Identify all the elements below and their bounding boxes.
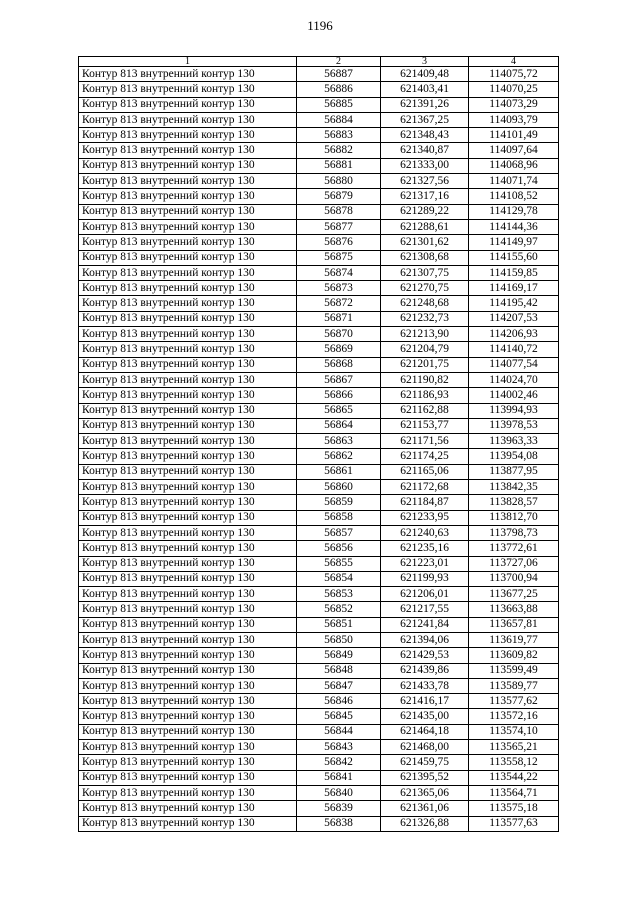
cell-coordinate-y: 114075,72 bbox=[469, 67, 559, 82]
cell-contour-name: Контур 813 внутренний контур 130 bbox=[79, 541, 297, 556]
cell-point-number: 56879 bbox=[297, 189, 381, 204]
cell-contour-name: Контур 813 внутренний контур 130 bbox=[79, 709, 297, 724]
cell-coordinate-y: 114140,72 bbox=[469, 342, 559, 357]
table-row bbox=[79, 434, 559, 449]
cell-point-number: 56842 bbox=[297, 755, 381, 770]
table-row bbox=[79, 678, 559, 693]
cell-coordinate-y: 113994,93 bbox=[469, 403, 559, 418]
cell-contour-name: Контур 813 внутренний контур 130 bbox=[79, 296, 297, 311]
cell-coordinate-x: 621240,63 bbox=[381, 525, 469, 540]
cell-coordinate-y: 113572,16 bbox=[469, 709, 559, 724]
cell-point-number: 56866 bbox=[297, 388, 381, 403]
cell-coordinate-x: 621201,75 bbox=[381, 357, 469, 372]
cell-point-number: 56869 bbox=[297, 342, 381, 357]
cell-point-number: 56846 bbox=[297, 694, 381, 709]
cell-coordinate-y: 113963,33 bbox=[469, 434, 559, 449]
cell-contour-name: Контур 813 внутренний контур 130 bbox=[79, 587, 297, 602]
cell-point-number: 56885 bbox=[297, 97, 381, 112]
cell-contour-name: Контур 813 внутренний контур 130 bbox=[79, 434, 297, 449]
table-row bbox=[79, 755, 559, 770]
table-row bbox=[79, 281, 559, 296]
cell-coordinate-y: 114144,36 bbox=[469, 219, 559, 234]
cell-coordinate-y: 113954,08 bbox=[469, 449, 559, 464]
cell-coordinate-x: 621190,82 bbox=[381, 372, 469, 387]
cell-point-number: 56854 bbox=[297, 571, 381, 586]
cell-contour-name: Контур 813 внутренний контур 130 bbox=[79, 97, 297, 112]
cell-point-number: 56855 bbox=[297, 556, 381, 571]
cell-coordinate-y: 113727,06 bbox=[469, 556, 559, 571]
cell-point-number: 56857 bbox=[297, 525, 381, 540]
cell-coordinate-x: 621288,61 bbox=[381, 219, 469, 234]
cell-point-number: 56887 bbox=[297, 67, 381, 82]
cell-coordinate-x: 621171,56 bbox=[381, 434, 469, 449]
cell-point-number: 56865 bbox=[297, 403, 381, 418]
cell-point-number: 56851 bbox=[297, 617, 381, 632]
cell-coordinate-x: 621223,01 bbox=[381, 556, 469, 571]
cell-point-number: 56856 bbox=[297, 541, 381, 556]
cell-point-number: 56862 bbox=[297, 449, 381, 464]
table-row bbox=[79, 602, 559, 617]
table-row bbox=[79, 571, 559, 586]
cell-point-number: 56880 bbox=[297, 174, 381, 189]
table-row bbox=[79, 265, 559, 280]
column-header-1: 1 bbox=[79, 57, 297, 67]
cell-coordinate-x: 621468,00 bbox=[381, 740, 469, 755]
cell-coordinate-x: 621367,25 bbox=[381, 112, 469, 127]
cell-coordinate-y: 113828,57 bbox=[469, 495, 559, 510]
cell-coordinate-y: 114169,17 bbox=[469, 281, 559, 296]
table-row bbox=[79, 510, 559, 525]
cell-coordinate-x: 621391,26 bbox=[381, 97, 469, 112]
cell-contour-name: Контур 813 внутренний контур 130 bbox=[79, 556, 297, 571]
cell-contour-name: Контур 813 внутренний контур 130 bbox=[79, 755, 297, 770]
table-row bbox=[79, 418, 559, 433]
table-row bbox=[79, 128, 559, 143]
cell-contour-name: Контур 813 внутренний контур 130 bbox=[79, 67, 297, 82]
cell-coordinate-x: 621233,95 bbox=[381, 510, 469, 525]
cell-point-number: 56847 bbox=[297, 678, 381, 693]
table-row bbox=[79, 525, 559, 540]
cell-coordinate-x: 621289,22 bbox=[381, 204, 469, 219]
table-row bbox=[79, 801, 559, 816]
table-row bbox=[79, 67, 559, 82]
cell-contour-name: Контур 813 внутренний контур 130 bbox=[79, 480, 297, 495]
cell-point-number: 56860 bbox=[297, 480, 381, 495]
cell-coordinate-y: 114207,53 bbox=[469, 311, 559, 326]
cell-contour-name: Контур 813 внутренний контур 130 bbox=[79, 143, 297, 158]
cell-coordinate-y: 113978,53 bbox=[469, 418, 559, 433]
cell-contour-name: Контур 813 внутренний контур 130 bbox=[79, 388, 297, 403]
cell-point-number: 56873 bbox=[297, 281, 381, 296]
cell-contour-name: Контур 813 внутренний контур 130 bbox=[79, 112, 297, 127]
cell-coordinate-x: 621403,41 bbox=[381, 82, 469, 97]
cell-contour-name: Контур 813 внутренний контур 130 bbox=[79, 128, 297, 143]
cell-point-number: 56838 bbox=[297, 816, 381, 831]
cell-coordinate-x: 621153,77 bbox=[381, 418, 469, 433]
cell-contour-name: Контур 813 внутренний контур 130 bbox=[79, 617, 297, 632]
cell-coordinate-y: 113577,63 bbox=[469, 816, 559, 831]
cell-coordinate-y: 113575,18 bbox=[469, 801, 559, 816]
cell-coordinate-y: 114024,70 bbox=[469, 372, 559, 387]
table-row bbox=[79, 112, 559, 127]
cell-contour-name: Контур 813 внутренний контур 130 bbox=[79, 495, 297, 510]
cell-point-number: 56877 bbox=[297, 219, 381, 234]
cell-point-number: 56884 bbox=[297, 112, 381, 127]
cell-contour-name: Контур 813 внутренний контур 130 bbox=[79, 403, 297, 418]
cell-coordinate-x: 621348,43 bbox=[381, 128, 469, 143]
cell-point-number: 56852 bbox=[297, 602, 381, 617]
cell-point-number: 56886 bbox=[297, 82, 381, 97]
cell-contour-name: Контур 813 внутренний контур 130 bbox=[79, 648, 297, 663]
page-number: 1196 bbox=[307, 18, 333, 33]
cell-coordinate-x: 621270,75 bbox=[381, 281, 469, 296]
cell-coordinate-x: 621301,62 bbox=[381, 235, 469, 250]
cell-coordinate-y: 113798,73 bbox=[469, 525, 559, 540]
cell-coordinate-y: 114002,46 bbox=[469, 388, 559, 403]
table-row bbox=[79, 694, 559, 709]
cell-coordinate-x: 621162,88 bbox=[381, 403, 469, 418]
table-row bbox=[79, 816, 559, 831]
cell-point-number: 56853 bbox=[297, 587, 381, 602]
cell-point-number: 56858 bbox=[297, 510, 381, 525]
cell-coordinate-x: 621241,84 bbox=[381, 617, 469, 632]
table-row bbox=[79, 403, 559, 418]
table-row bbox=[79, 724, 559, 739]
cell-coordinate-y: 113544,22 bbox=[469, 770, 559, 785]
cell-point-number: 56839 bbox=[297, 801, 381, 816]
cell-point-number: 56867 bbox=[297, 372, 381, 387]
cell-coordinate-y: 114149,97 bbox=[469, 235, 559, 250]
cell-contour-name: Контур 813 внутренний контур 130 bbox=[79, 678, 297, 693]
table-row bbox=[79, 388, 559, 403]
cell-coordinate-x: 621435,00 bbox=[381, 709, 469, 724]
cell-coordinate-x: 621327,56 bbox=[381, 174, 469, 189]
cell-point-number: 56875 bbox=[297, 250, 381, 265]
cell-coordinate-y: 114206,93 bbox=[469, 327, 559, 342]
cell-coordinate-x: 621459,75 bbox=[381, 755, 469, 770]
cell-coordinate-x: 621204,79 bbox=[381, 342, 469, 357]
cell-coordinate-y: 114108,52 bbox=[469, 189, 559, 204]
table-row bbox=[79, 541, 559, 556]
cell-coordinate-x: 621199,93 bbox=[381, 571, 469, 586]
table-row bbox=[79, 82, 559, 97]
cell-coordinate-y: 113619,77 bbox=[469, 632, 559, 647]
table-row bbox=[79, 617, 559, 632]
cell-coordinate-x: 621361,06 bbox=[381, 801, 469, 816]
cell-coordinate-x: 621232,73 bbox=[381, 311, 469, 326]
table-row bbox=[79, 342, 559, 357]
cell-contour-name: Контур 813 внутренний контур 130 bbox=[79, 602, 297, 617]
cell-contour-name: Контур 813 внутренний контур 130 bbox=[79, 327, 297, 342]
cell-contour-name: Контур 813 внутренний контур 130 bbox=[79, 740, 297, 755]
cell-contour-name: Контур 813 внутренний контур 130 bbox=[79, 418, 297, 433]
cell-contour-name: Контур 813 внутренний контур 130 bbox=[79, 204, 297, 219]
cell-coordinate-y: 113599,49 bbox=[469, 663, 559, 678]
cell-point-number: 56848 bbox=[297, 663, 381, 678]
cell-coordinate-x: 621165,06 bbox=[381, 464, 469, 479]
cell-coordinate-y: 114159,85 bbox=[469, 265, 559, 280]
cell-coordinate-y: 113663,88 bbox=[469, 602, 559, 617]
table-row bbox=[79, 372, 559, 387]
cell-coordinate-x: 621213,90 bbox=[381, 327, 469, 342]
cell-coordinate-y: 113772,61 bbox=[469, 541, 559, 556]
cell-contour-name: Контур 813 внутренний контур 130 bbox=[79, 449, 297, 464]
cell-contour-name: Контур 813 внутренний контур 130 bbox=[79, 342, 297, 357]
cell-contour-name: Контур 813 внутренний контур 130 bbox=[79, 311, 297, 326]
table-row bbox=[79, 480, 559, 495]
cell-coordinate-x: 621409,48 bbox=[381, 67, 469, 82]
cell-coordinate-y: 113574,10 bbox=[469, 724, 559, 739]
table-row bbox=[79, 449, 559, 464]
cell-coordinate-y: 113609,82 bbox=[469, 648, 559, 663]
cell-coordinate-x: 621184,87 bbox=[381, 495, 469, 510]
table-row bbox=[79, 648, 559, 663]
cell-contour-name: Контур 813 внутренний контур 130 bbox=[79, 250, 297, 265]
cell-point-number: 56871 bbox=[297, 311, 381, 326]
cell-coordinate-y: 114070,25 bbox=[469, 82, 559, 97]
cell-coordinate-x: 621307,75 bbox=[381, 265, 469, 280]
cell-point-number: 56863 bbox=[297, 434, 381, 449]
cell-contour-name: Контур 813 внутренний контур 130 bbox=[79, 265, 297, 280]
table-row bbox=[79, 663, 559, 678]
cell-coordinate-y: 113589,77 bbox=[469, 678, 559, 693]
table-row bbox=[79, 709, 559, 724]
cell-contour-name: Контур 813 внутренний контур 130 bbox=[79, 281, 297, 296]
cell-coordinate-x: 621186,93 bbox=[381, 388, 469, 403]
table-row bbox=[79, 235, 559, 250]
cell-coordinate-x: 621172,68 bbox=[381, 480, 469, 495]
cell-point-number: 56876 bbox=[297, 235, 381, 250]
cell-coordinate-x: 621395,52 bbox=[381, 770, 469, 785]
cell-coordinate-y: 113877,95 bbox=[469, 464, 559, 479]
cell-contour-name: Контур 813 внутренний контур 130 bbox=[79, 801, 297, 816]
cell-contour-name: Контур 813 внутренний контур 130 bbox=[79, 510, 297, 525]
table-row bbox=[79, 204, 559, 219]
cell-point-number: 56864 bbox=[297, 418, 381, 433]
table-row bbox=[79, 311, 559, 326]
cell-point-number: 56870 bbox=[297, 327, 381, 342]
cell-point-number: 56882 bbox=[297, 143, 381, 158]
cell-coordinate-x: 621317,16 bbox=[381, 189, 469, 204]
cell-coordinate-x: 621235,16 bbox=[381, 541, 469, 556]
cell-coordinate-x: 621416,17 bbox=[381, 694, 469, 709]
cell-contour-name: Контур 813 внутренний контур 130 bbox=[79, 816, 297, 831]
cell-contour-name: Контур 813 внутренний контур 130 bbox=[79, 694, 297, 709]
cell-contour-name: Контур 813 внутренний контур 130 bbox=[79, 357, 297, 372]
cell-point-number: 56881 bbox=[297, 158, 381, 173]
cell-coordinate-x: 621464,18 bbox=[381, 724, 469, 739]
table-row bbox=[79, 174, 559, 189]
column-header-3: 3 bbox=[381, 57, 469, 67]
cell-point-number: 56844 bbox=[297, 724, 381, 739]
cell-coordinate-x: 621439,86 bbox=[381, 663, 469, 678]
cell-contour-name: Контур 813 внутренний контур 130 bbox=[79, 219, 297, 234]
cell-coordinate-y: 113812,70 bbox=[469, 510, 559, 525]
cell-coordinate-x: 621333,00 bbox=[381, 158, 469, 173]
table-row bbox=[79, 770, 559, 785]
table-row bbox=[79, 357, 559, 372]
table-row bbox=[79, 97, 559, 112]
cell-coordinate-y: 113558,12 bbox=[469, 755, 559, 770]
cell-contour-name: Контур 813 внутренний контур 130 bbox=[79, 174, 297, 189]
cell-coordinate-y: 114071,74 bbox=[469, 174, 559, 189]
cell-point-number: 56872 bbox=[297, 296, 381, 311]
cell-coordinate-y: 113657,81 bbox=[469, 617, 559, 632]
table-row bbox=[79, 158, 559, 173]
cell-coordinate-x: 621217,55 bbox=[381, 602, 469, 617]
table-row bbox=[79, 296, 559, 311]
cell-coordinate-y: 113564,71 bbox=[469, 785, 559, 800]
cell-coordinate-x: 621308,68 bbox=[381, 250, 469, 265]
table-row bbox=[79, 632, 559, 647]
table-row bbox=[79, 495, 559, 510]
cell-point-number: 56883 bbox=[297, 128, 381, 143]
cell-contour-name: Контур 813 внутренний контур 130 bbox=[79, 189, 297, 204]
cell-coordinate-x: 621248,68 bbox=[381, 296, 469, 311]
cell-coordinate-y: 114155,60 bbox=[469, 250, 559, 265]
cell-point-number: 56840 bbox=[297, 785, 381, 800]
cell-point-number: 56878 bbox=[297, 204, 381, 219]
table-row bbox=[79, 785, 559, 800]
cell-point-number: 56841 bbox=[297, 770, 381, 785]
cell-coordinate-y: 114129,78 bbox=[469, 204, 559, 219]
cell-point-number: 56849 bbox=[297, 648, 381, 663]
cell-contour-name: Контур 813 внутренний контур 130 bbox=[79, 785, 297, 800]
table-row bbox=[79, 189, 559, 204]
cell-contour-name: Контур 813 внутренний контур 130 bbox=[79, 632, 297, 647]
cell-coordinate-x: 621433,78 bbox=[381, 678, 469, 693]
table-row bbox=[79, 464, 559, 479]
table-row bbox=[79, 219, 559, 234]
column-header-2: 2 bbox=[297, 57, 381, 67]
cell-point-number: 56874 bbox=[297, 265, 381, 280]
column-header-4: 4 bbox=[469, 57, 559, 67]
table-header-row bbox=[79, 57, 559, 67]
table-body bbox=[79, 67, 559, 832]
table-row bbox=[79, 250, 559, 265]
cell-coordinate-x: 621394,06 bbox=[381, 632, 469, 647]
cell-contour-name: Контур 813 внутренний контур 130 bbox=[79, 235, 297, 250]
coordinates-table bbox=[78, 56, 559, 832]
cell-coordinate-y: 114073,29 bbox=[469, 97, 559, 112]
cell-coordinate-x: 621174,25 bbox=[381, 449, 469, 464]
cell-coordinate-x: 621206,01 bbox=[381, 587, 469, 602]
cell-contour-name: Контур 813 внутренний контур 130 bbox=[79, 372, 297, 387]
cell-coordinate-y: 113565,21 bbox=[469, 740, 559, 755]
cell-coordinate-y: 113700,94 bbox=[469, 571, 559, 586]
table-row bbox=[79, 740, 559, 755]
cell-contour-name: Контур 813 внутренний контур 130 bbox=[79, 158, 297, 173]
cell-point-number: 56861 bbox=[297, 464, 381, 479]
cell-coordinate-y: 114195,42 bbox=[469, 296, 559, 311]
cell-contour-name: Контур 813 внутренний контур 130 bbox=[79, 525, 297, 540]
cell-coordinate-x: 621429,53 bbox=[381, 648, 469, 663]
cell-point-number: 56868 bbox=[297, 357, 381, 372]
table-row bbox=[79, 587, 559, 602]
cell-coordinate-y: 114077,54 bbox=[469, 357, 559, 372]
cell-contour-name: Контур 813 внутренний контур 130 bbox=[79, 571, 297, 586]
cell-coordinate-y: 114097,64 bbox=[469, 143, 559, 158]
cell-coordinate-x: 621340,87 bbox=[381, 143, 469, 158]
table-row bbox=[79, 556, 559, 571]
cell-contour-name: Контур 813 внутренний контур 130 bbox=[79, 663, 297, 678]
cell-point-number: 56850 bbox=[297, 632, 381, 647]
cell-coordinate-y: 113677,25 bbox=[469, 587, 559, 602]
cell-coordinate-x: 621365,06 bbox=[381, 785, 469, 800]
cell-coordinate-y: 113577,62 bbox=[469, 694, 559, 709]
cell-contour-name: Контур 813 внутренний контур 130 bbox=[79, 770, 297, 785]
table-row bbox=[79, 143, 559, 158]
cell-coordinate-x: 621326,88 bbox=[381, 816, 469, 831]
cell-contour-name: Контур 813 внутренний контур 130 bbox=[79, 82, 297, 97]
cell-coordinate-y: 114093,79 bbox=[469, 112, 559, 127]
cell-contour-name: Контур 813 внутренний контур 130 bbox=[79, 464, 297, 479]
cell-coordinate-y: 113842,35 bbox=[469, 480, 559, 495]
cell-point-number: 56845 bbox=[297, 709, 381, 724]
cell-coordinate-y: 114101,49 bbox=[469, 128, 559, 143]
cell-coordinate-y: 114068,96 bbox=[469, 158, 559, 173]
cell-contour-name: Контур 813 внутренний контур 130 bbox=[79, 724, 297, 739]
cell-point-number: 56859 bbox=[297, 495, 381, 510]
cell-point-number: 56843 bbox=[297, 740, 381, 755]
table-row bbox=[79, 327, 559, 342]
